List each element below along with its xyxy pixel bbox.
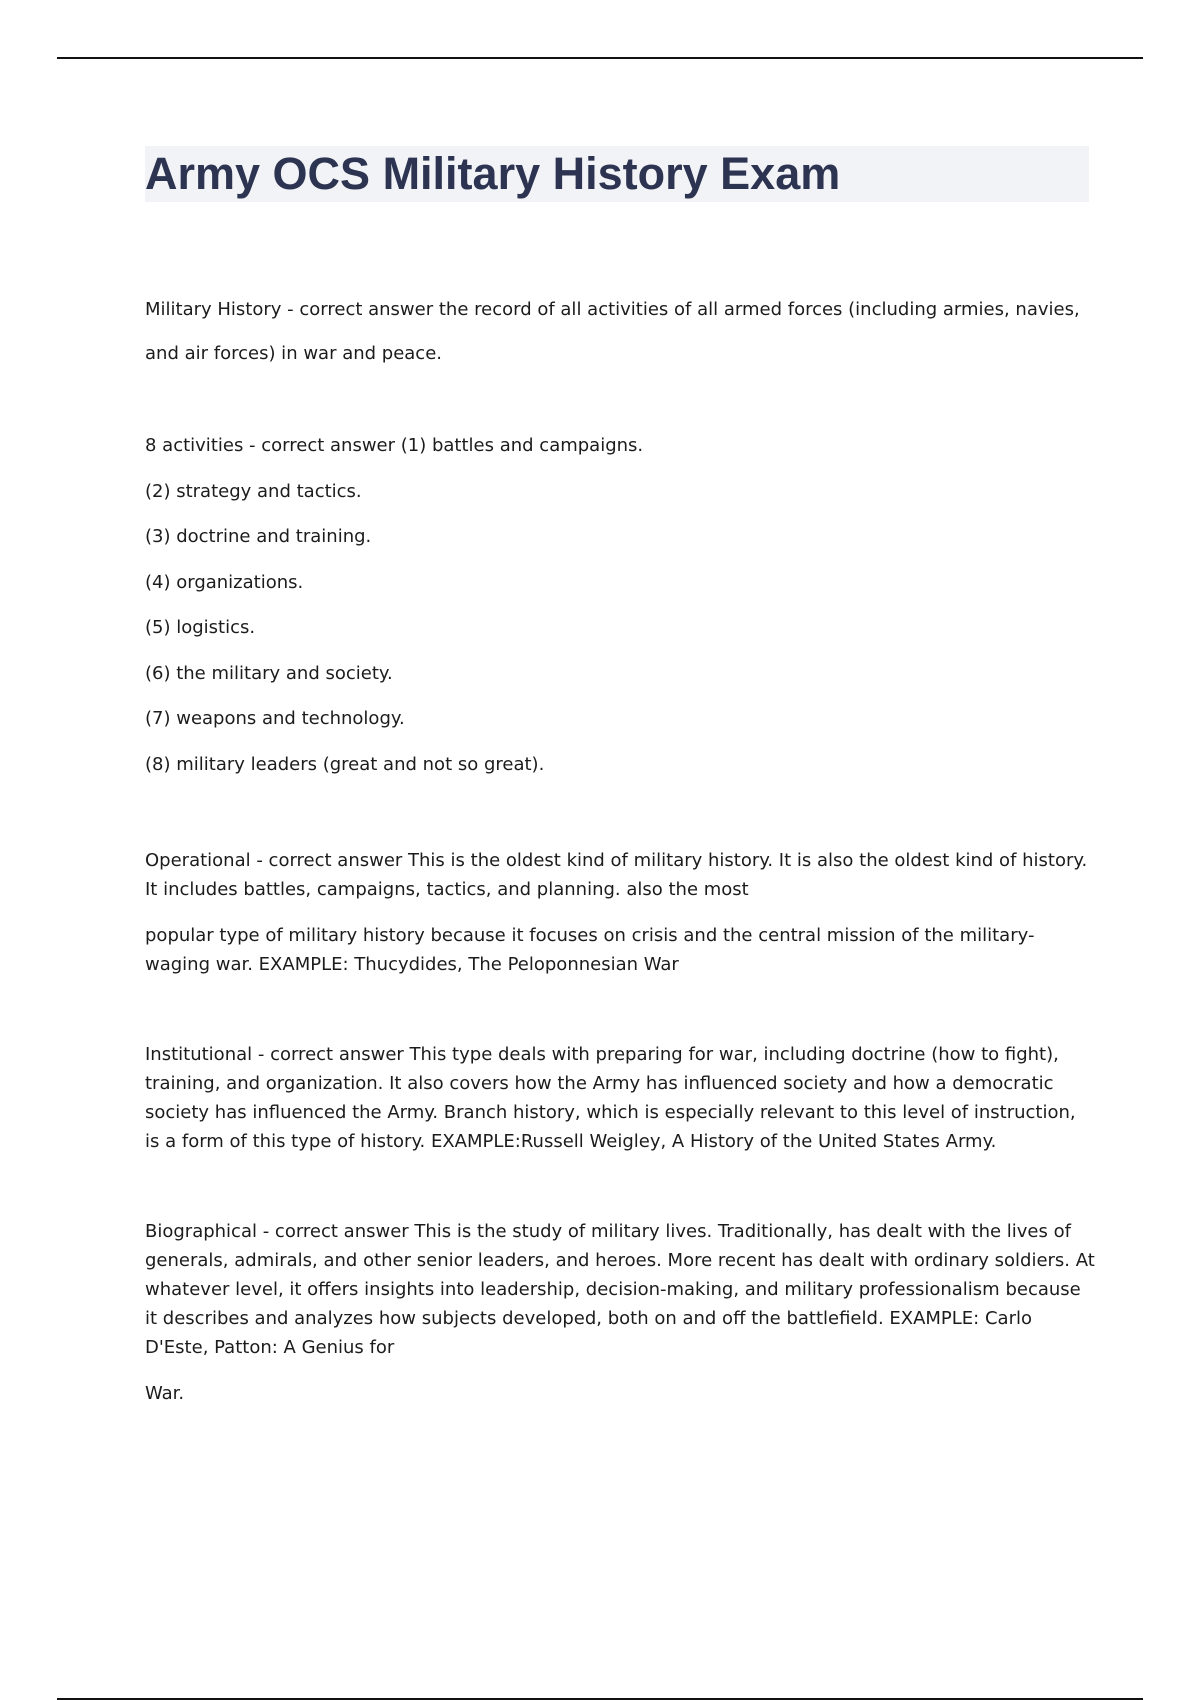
entry-operational: Operational - correct answer This is the oldest kind of military history. It is also the oldest kind of history. It includes battles, campaigns, tactics, and planning. also the most <box>145 850 1088 900</box>
page-title: Army OCS Military History Exam <box>145 148 841 199</box>
activity-item: (8) military leaders (great and not so great). <box>145 753 545 775</box>
activity-item: (2) strategy and tactics. <box>145 480 362 502</box>
entry-institutional: Institutional - correct answer This type deals with preparing for war, including doctrine (how to fight), training, and organization. It also covers how the Army has influenced society and how a democratic society has influenced the Army. Branch history, which is especially relevant to this level of instruction, is a form of this type of history. EXAMPLE:Russell Weigley, A History of the United States Army. <box>145 1044 1076 1152</box>
entry-military-history: Military History - correct answer the record of all activities of all armed forces (including armies, navies, and air forces) in war and peace. <box>145 299 1080 364</box>
entry-operational-continued: popular type of military history because it focuses on crisis and the central mission of the military-waging war. EXAMPLE: Thucydides, The Peloponnesian War <box>145 925 1035 975</box>
entry-biographical-continued: War. <box>145 1383 185 1404</box>
document-body <box>145 288 1095 1408</box>
activity-item: (3) doctrine and training. <box>145 526 372 547</box>
top-rule <box>57 57 1143 59</box>
activity-item: (5) logistics. <box>145 617 256 638</box>
activity-item: (4) organizations. <box>145 571 304 593</box>
activity-item: (6) the military and society. <box>145 662 393 684</box>
entry-biographical: Biographical - correct answer This is the study of military lives. Traditionally, has dealt with the lives of generals, admirals, and other senior leaders, and heroes. More recent has dealt with ordinary soldiers. At whatever level, it offers insights into leadership, decision-making, and military professionalism because it describes and analyzes how subjects developed, both on and off the battlefield. EXAMPLE: Carlo D'Este, Patton: A Genius for <box>145 1221 1095 1358</box>
activity-item: (7) weapons and technology. <box>145 708 405 729</box>
entry-activities-intro: 8 activities - correct answer (1) battles and campaigns. <box>145 435 644 456</box>
